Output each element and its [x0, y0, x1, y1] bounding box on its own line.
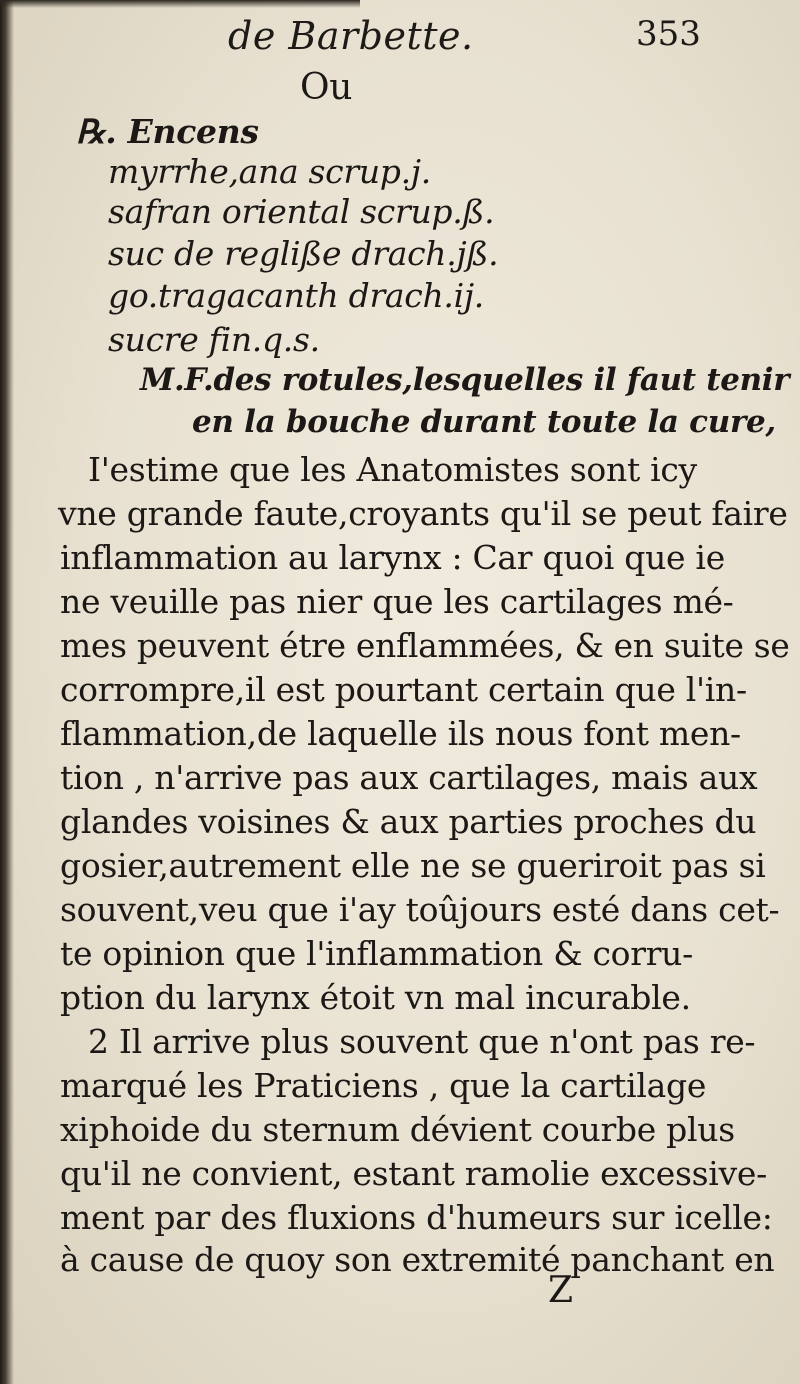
signature-mark: Z [548, 1270, 574, 1311]
body-line: I'estime que les Anatomistes sont icy [88, 450, 697, 489]
recipe-item [108, 192, 494, 232]
recipe-title: Ou [300, 67, 353, 108]
recipe-directions: M.F.des rotules,lesquelles il faut tenir [140, 362, 790, 398]
body-line: 2 Il arrive plus souvent que n'ont pas re- [88, 1022, 756, 1061]
body-line: te opinion que l'inflammation & corru- [60, 934, 693, 973]
body-line: marqué les Praticiens , que la cartilage [60, 1066, 707, 1105]
body-line: souvent,veu que i'ay toûjours esté dans cet- [60, 890, 780, 929]
recipe-item [108, 234, 498, 274]
body-line: corrompre,il est pourtant certain que l'in- [60, 670, 747, 709]
body-line: flammation,de laquelle ils nous font men- [60, 714, 741, 753]
body-line: ment par des fluxions d'humeurs sur icelle: [60, 1198, 773, 1237]
body-line: à cause de quoy son extremité panchant en [60, 1240, 775, 1279]
body-line: gosier,autrement elle ne se gueriroit pas si [60, 846, 766, 885]
body-line: tion , n'arrive pas aux cartilages, mais aux [60, 758, 758, 797]
recipe-item [108, 276, 484, 316]
body-line: inflammation au larynx : Car quoi que ie [60, 538, 725, 577]
body-line: ption du larynx étoit vn mal incurable. [60, 978, 691, 1017]
ingredient-text: sucre fin.q.s. [108, 320, 320, 359]
ingredient-text: myrrhe,ana scrup.j. [108, 152, 431, 191]
ingredient-text: suc de regliße drach.jß. [108, 234, 499, 273]
ingredient-text: safran oriental scrup.ß. [108, 192, 495, 231]
body-line: ne veuille pas nier que les cartilages mé- [60, 582, 734, 621]
body-line: vne grande faute,croyants qu'il se peut faire [58, 494, 788, 533]
recipe-item: ℞. Encens [76, 112, 259, 151]
body-line: mes peuvent étre enflammées, & en suite se [60, 626, 790, 665]
running-head: de Barbette. [228, 14, 474, 58]
body-line: qu'il ne convient, estant ramolie excessive- [60, 1154, 767, 1193]
body-line: glandes voisines & aux parties proches du [60, 802, 757, 841]
recipe-item [108, 152, 431, 192]
recipe-directions: en la bouche durant toute la cure, [192, 404, 776, 440]
ingredient-text: go.tragacanth drach.ij. [108, 276, 485, 315]
recipe-item [108, 320, 320, 360]
body-line: xiphoide du sternum dévient courbe plus [60, 1110, 735, 1149]
page-number: 353 [636, 14, 701, 54]
